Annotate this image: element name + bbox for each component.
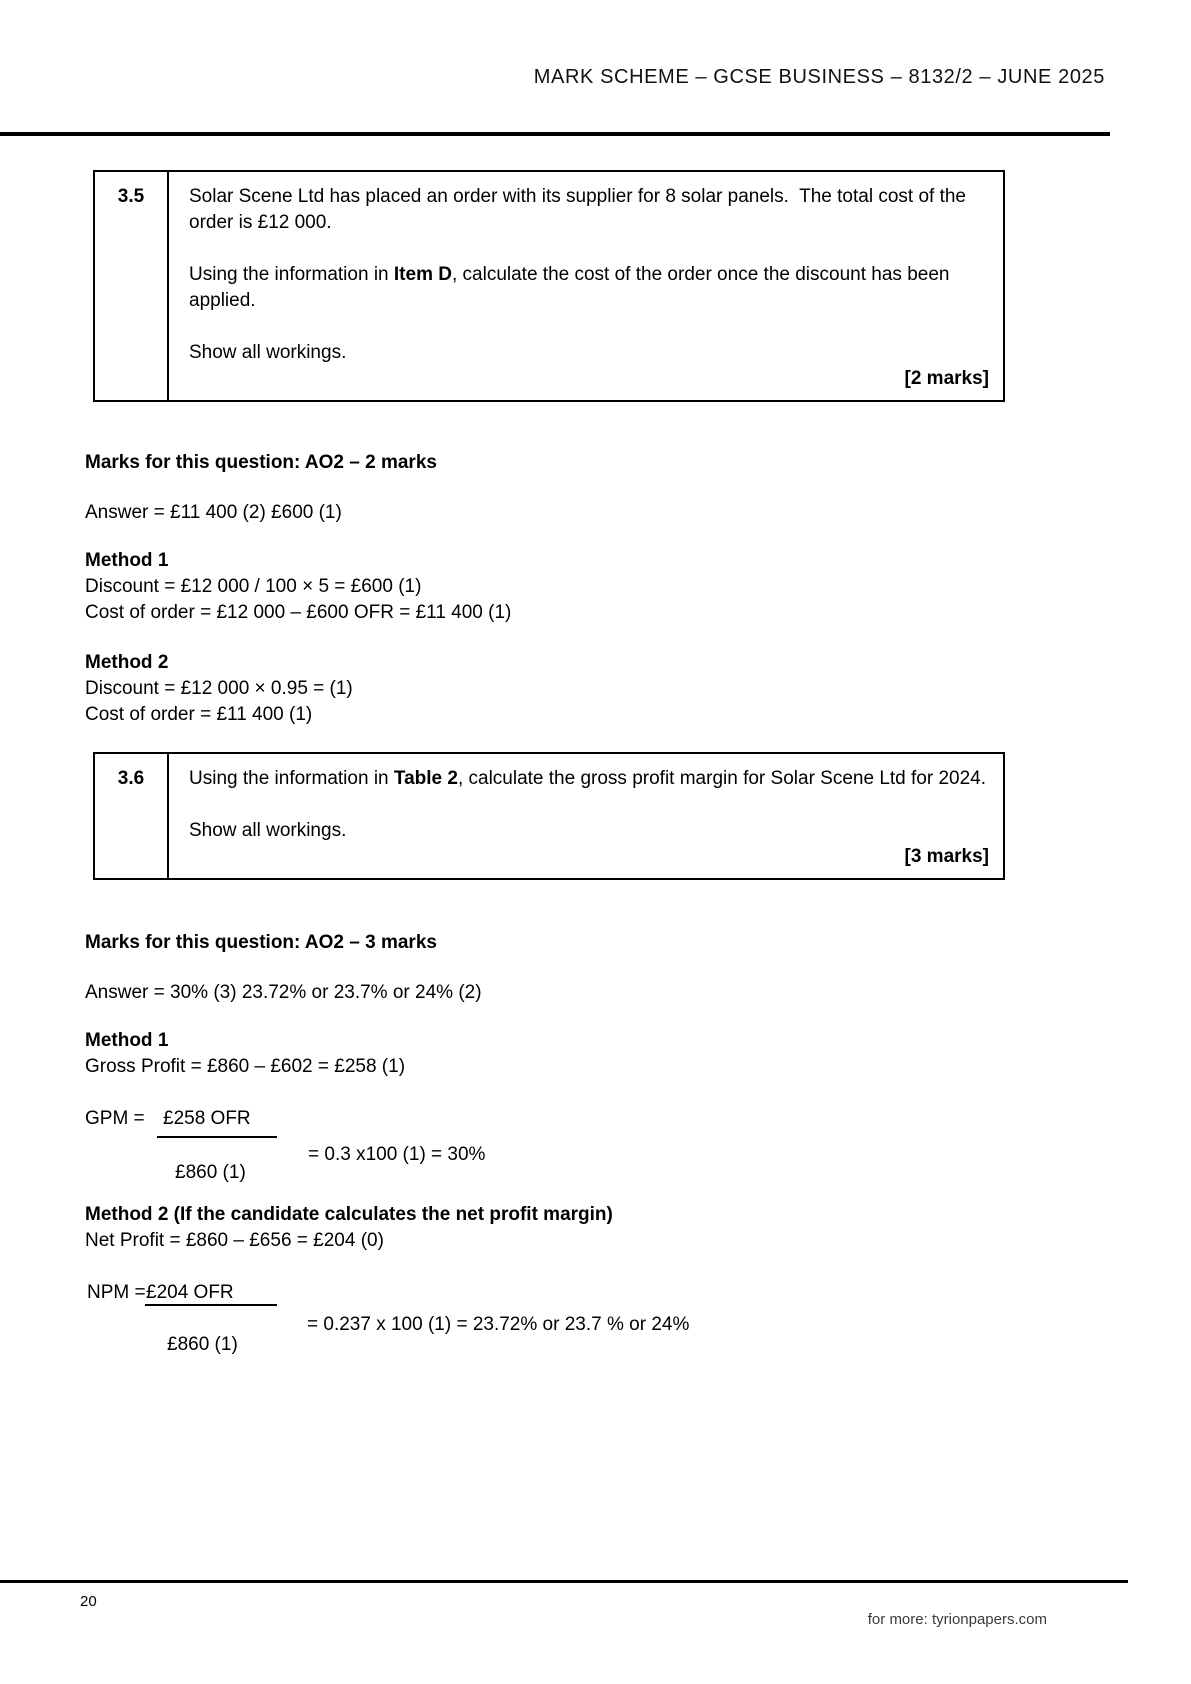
q35-marks-label: [2 marks] [904,368,989,389]
question-body-3-6 [169,754,1003,878]
q36-marks-label: [3 marks] [904,846,989,867]
header-rule [0,132,1110,136]
page-number: 20 [80,1593,97,1610]
q35-intro-paragraph: Solar Scene Ltd has placed an order with its supplier for 8 solar panels. The total cost of the order is £12 000. [189,186,972,233]
gpm-numerator: £258 OFR [163,1108,251,1129]
question-box-3-5 [93,170,1005,402]
q35-method1-heading: Method 1 [85,550,169,571]
question-body-3-5 [169,172,1003,400]
q36-workings-line: Show all workings. [189,820,347,841]
q35-method1-line-2: Cost of order = £12 000 – £600 OFR = £11 400 (1) [85,602,512,623]
q36-table-ref: Table 2 [393,768,458,789]
npm-block [85,1280,1007,1360]
footer-note: for more: tyrionpapers.com [867,1611,1047,1628]
gpm-label: GPM = [85,1108,145,1129]
npm-denominator: £860 (1) [167,1334,238,1355]
q35-method2-heading: Method 2 [85,652,169,673]
q36-task-paragraph: Using the information in Table 2, calculate the gross profit margin for Solar Scene Ltd for 2024. [189,768,987,789]
question-box-3-6 [93,752,1005,880]
q36-method2-heading: Method 2 (If the candidate calculates the net profit margin) [85,1204,613,1225]
header-title: MARK SCHEME – GCSE BUSINESS – 8132/2 – JUNE 2025 [533,66,1105,88]
q36-method1-line-1: Gross Profit = £860 – £602 = £258 (1) [85,1056,406,1077]
content [85,170,1007,1360]
q35-item-ref: Item D [393,264,452,285]
q36-scheme-heading: Marks for this question: AO2 – 3 marks [85,932,437,953]
gpm-result: = 0.3 x100 (1) = 30% [308,1144,486,1165]
gpm-fraction-bar [157,1136,277,1138]
footer-rule [0,1580,1128,1583]
q35-answer-line: Answer = £11 400 (2) £600 (1) [85,502,342,523]
q35-method2-line-2: Cost of order = £11 400 (1) [85,704,313,725]
question-number-3-5: 3.5 [95,172,169,400]
q35-workings-line: Show all workings. [189,342,347,363]
npm-label: NPM = [87,1282,146,1303]
q36-method2-line-1: Net Profit = £860 – £656 = £204 (0) [85,1230,384,1251]
gpm-denominator: £860 (1) [175,1162,246,1183]
q35-method2-line-1: Discount = £12 000 × 0.95 = (1) [85,678,353,699]
npm-fraction-bar [145,1304,277,1306]
question-number-3-6: 3.6 [95,754,169,878]
q36-method1-heading: Method 1 [85,1030,169,1051]
npm-result: = 0.237 x 100 (1) = 23.72% or 23.7 % or 24% [307,1314,690,1335]
npm-numerator: £204 OFR [146,1282,234,1303]
q35-scheme-heading: Marks for this question: AO2 – 2 marks [85,452,437,473]
q36-answer-line: Answer = 30% (3) 23.72% or 23.7% or 24% (2) [85,982,482,1003]
q35-task-paragraph: Using the information in Item D, calculate the cost of the order once the discount has been applied. [189,264,955,311]
q35-method1-line-1: Discount = £12 000 / 100 × 5 = £600 (1) [85,576,422,597]
gpm-block [85,1106,1007,1186]
